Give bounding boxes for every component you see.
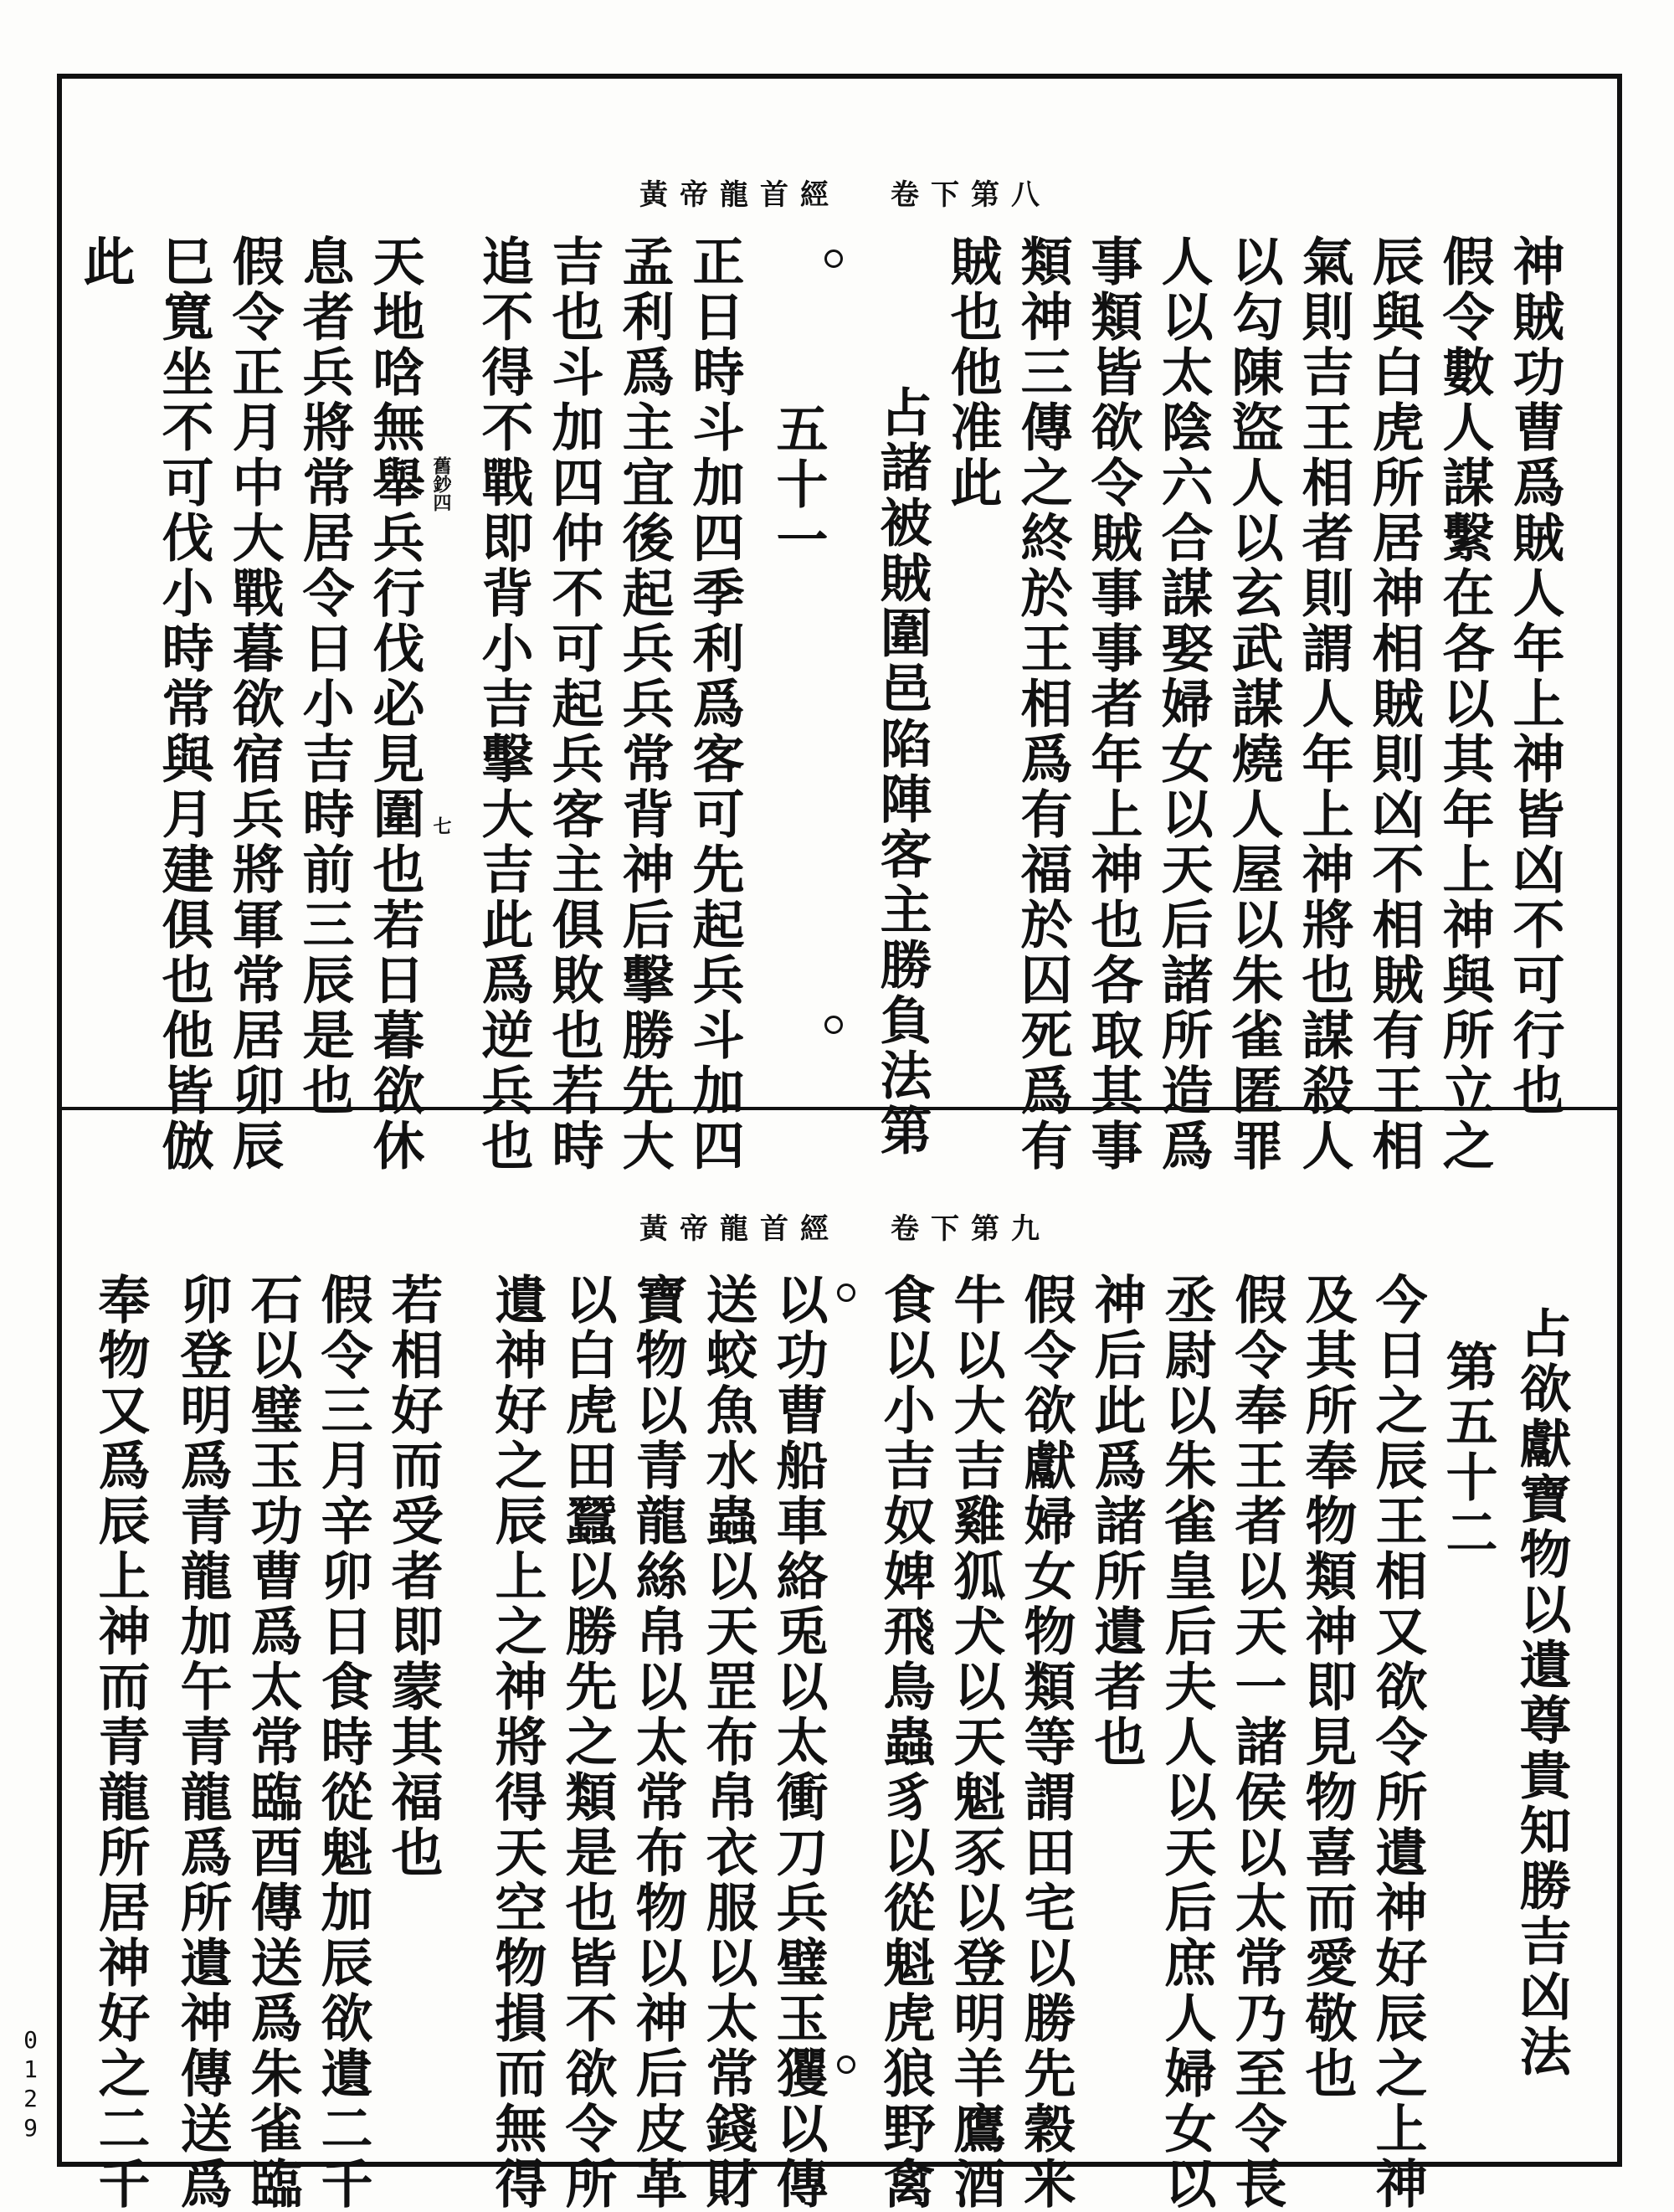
header-title: 黃帝龍首經 <box>639 178 840 212</box>
text-column: 假令正月中大戰暮欲宿兵將軍常居卯辰 <box>223 234 285 1174</box>
text-column: 以白虎田蠶以勝先之類是也皆不欲令所 <box>557 1273 618 2212</box>
section-title: 占諸被賊圍邑陷陣客主勝負法第 <box>871 385 932 1159</box>
text-column: 此 <box>74 234 136 290</box>
text-column: 及其所奉物類神即見物喜而愛敬也 <box>1297 1273 1358 2101</box>
text-column: 假令三月辛卯日食時從魁加辰欲遺二千 <box>312 1273 373 2212</box>
text-column: 類神三傳之終於王相爲有福於囚死爲有 <box>1012 234 1073 1174</box>
text-column: 天地唅無舉兵行伐必見圍也若日暮欲休 <box>364 234 425 1174</box>
text-column: 人以太陰六合謀娶婦女以天后諸所造爲 <box>1153 234 1214 1174</box>
text-column: 卯登明爲青龍加午青龍爲所遺神傳送爲 <box>172 1273 233 2212</box>
text-column: 氣則吉王相者則謂人年上神將也謀殺人 <box>1293 234 1354 1174</box>
bottom-page-header <box>469 1206 1222 1247</box>
text-column: 食以小吉奴婢飛鳥蟲豸以從魁虎狼野禽 <box>875 1273 936 2212</box>
text-column: 石以璧玉功曹爲太常臨酉傳送爲朱雀臨 <box>242 1273 303 2212</box>
text-column: 神后此爲諸所遺者也 <box>1086 1273 1147 1770</box>
text-column: 孟利爲主宜後起兵兵常背神后擊勝先大 <box>614 234 675 1174</box>
text-column: 以功曹船車絡兎以太衝刀兵璧玉玃以傳 <box>768 1273 829 2212</box>
section-number: 五十一 <box>768 402 829 568</box>
text-column: 吉也斗加四仲不可起兵客主俱敗也若時 <box>543 234 604 1174</box>
binding-hole-marker <box>837 2055 855 2074</box>
text-column: 追不得不戰即背小吉擊大吉此爲逆兵也 <box>473 234 534 1174</box>
text-column: 神賊功曹爲賊人年上神皆凶不可行也 <box>1504 234 1565 1119</box>
text-column: 賊也他准此 <box>942 234 1003 511</box>
text-column: 今日之辰王相又欲令所遺神好辰之上神 <box>1367 1273 1428 2212</box>
text-column: 若相好而受者即蒙其福也 <box>383 1273 444 1880</box>
section-number: 第五十二 <box>1437 1340 1498 1561</box>
text-column: 事類皆欲令賊事事者年上神也各取其事 <box>1082 234 1143 1174</box>
text-column: 遺神好之辰上之神將得天空物損而無得 <box>486 1273 547 2212</box>
text-column: 牛以大吉雞狐犬以天魁豕以登明羊鷹酒 <box>945 1273 1006 2212</box>
text-column: 寶物以青龍絲帛以太常布物以神后皮革 <box>627 1273 688 2212</box>
margin-note: 七 <box>430 816 452 835</box>
text-column: 辰與白虎所居神相賊則凶不相賊有王相 <box>1363 234 1425 1174</box>
text-column: 奉物又爲辰上神而青龍所居神好之二千 <box>90 1273 151 2212</box>
text-column: 丞尉以朱雀皇后夫人以天后庶人婦女以 <box>1156 1273 1217 2212</box>
binding-hole-marker <box>837 1283 855 1302</box>
text-column: 假令數人謀繫在各以其年上神與所立之 <box>1434 234 1495 1174</box>
text-column: 息者兵將常居令日小吉時前三辰是也 <box>294 234 355 1119</box>
text-column: 送蛟魚水蟲以天罡布帛衣服以太常錢財 <box>697 1273 758 2212</box>
text-column: 假令奉王者以天一諸侯以太常乃至令長 <box>1226 1273 1287 2212</box>
top-page-header <box>469 172 1222 213</box>
text-column: 假令欲獻婦女物類等謂田宅以勝先穀米 <box>1015 1273 1076 2212</box>
text-column: 巳寬坐不可伐小時常與月建俱也他皆倣 <box>153 234 214 1174</box>
header-section: 卷下第八 <box>891 178 1051 212</box>
binding-hole-marker <box>824 249 843 268</box>
margin-note: 舊鈔四 <box>430 456 452 512</box>
page-number: 0129 <box>17 2026 44 2143</box>
header-title: 黃帝龍首經 <box>639 1212 840 1246</box>
text-column: 以勾陳盜人以玄武謀燒人屋以朱雀匿罪 <box>1223 234 1284 1174</box>
text-column: 正日時斗加四季利爲客可先起兵斗加四 <box>684 234 745 1174</box>
section-title: 占欲獻寶物以遺尊貴知勝吉凶法 <box>1511 1306 1572 2080</box>
header-section: 卷下第九 <box>891 1212 1051 1246</box>
binding-hole-marker <box>824 1016 843 1034</box>
